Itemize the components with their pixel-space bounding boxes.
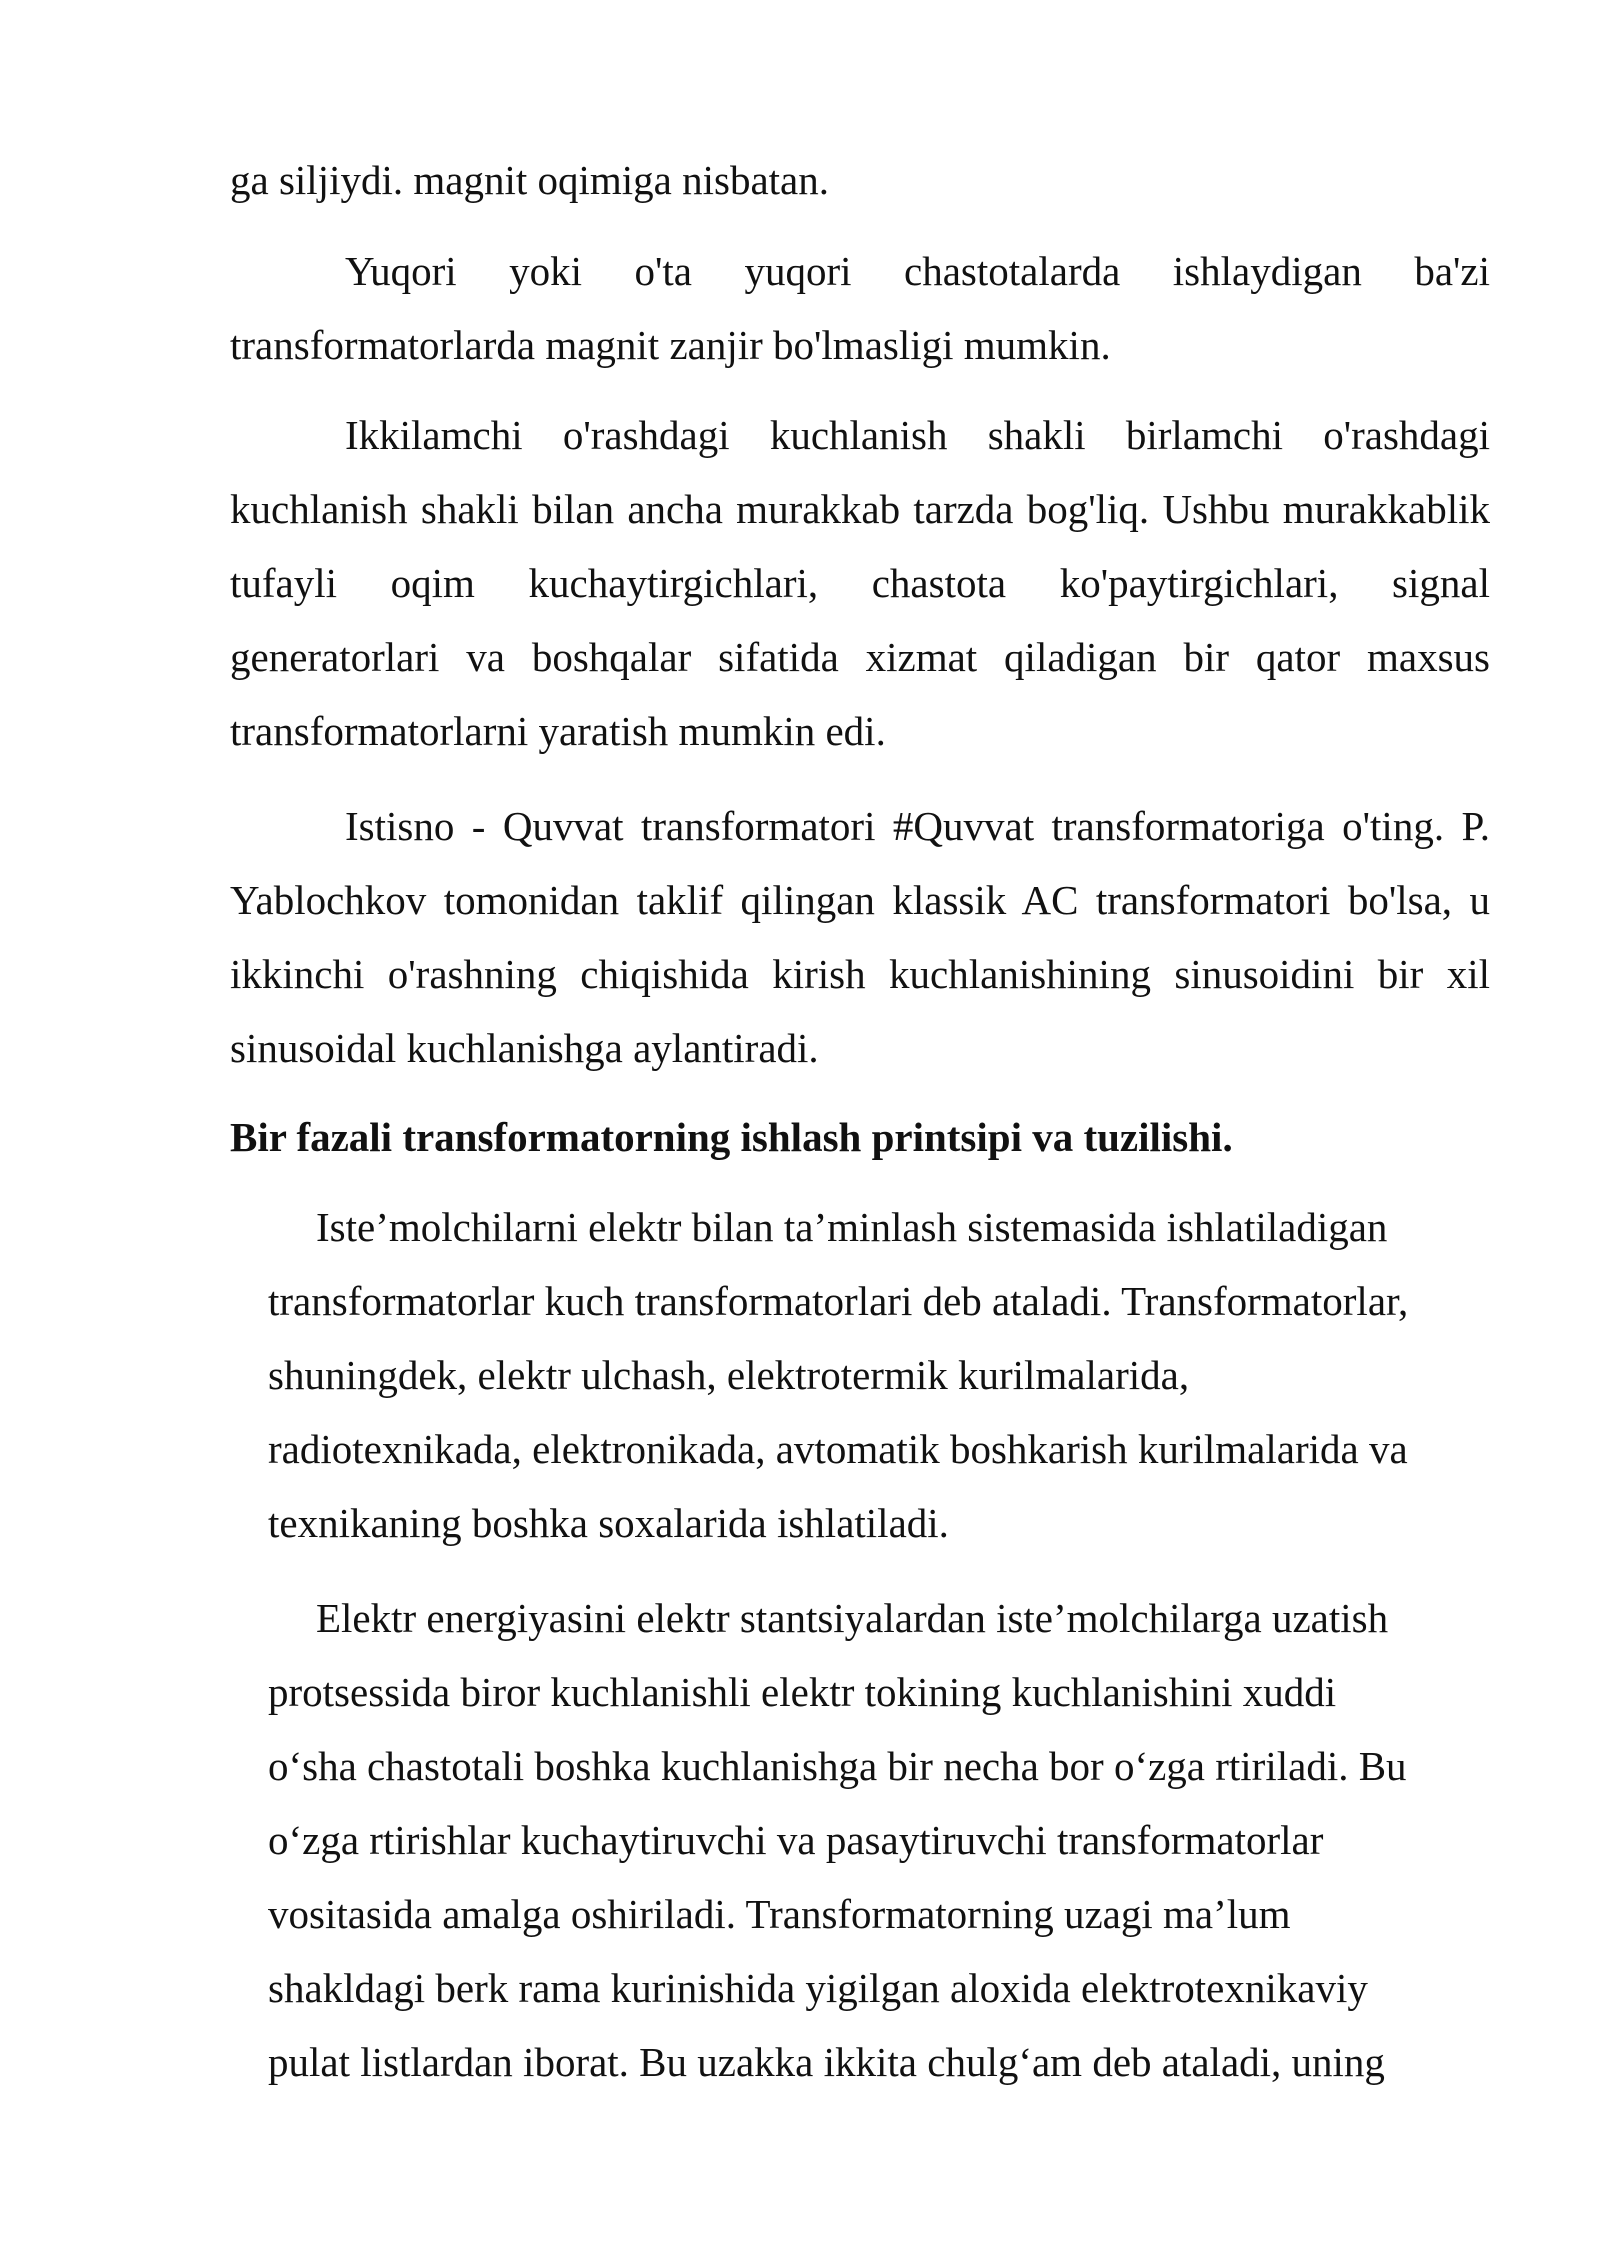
text-line: radiotexnikada, elektronikada, avtomatik boshkarish kurilmalarida va xyxy=(268,1426,1408,1472)
text-line: protsessida biror kuchlanishli elektr tokining kuchlanishini xuddi xyxy=(268,1669,1337,1715)
text-line: vositasida amalga oshiriladi. Transformatorning uzagi ma’lum xyxy=(268,1891,1291,1937)
text-line: shuningdek, elektr ulchash, elektrotermik kurilmalarida, xyxy=(268,1352,1190,1398)
text-line: shakldagi berk rama kurinishida yigilgan aloxida elektrotexnikaviy xyxy=(268,1965,1368,2011)
paragraph-power-transformer-exception: Istisno - Quvvat transformatori #Quvvat transformatoriga o'ting. P. Yablochkov tomonidan taklif qilingan klassik AC transformatori bo'lsa, u ikkinchi o'rashning chiqishida kirish kuchlanishining sinusoidini bir xil sinusoidal kuchlanishga aylantiradi. xyxy=(230,803,1490,1071)
text-line: Elektr energiyasini elektr stantsiyalardan iste’molchilarga uzatish xyxy=(316,1595,1389,1641)
text-line: pulat listlardan iborat. Bu uzakka ikkita chulg‘am deb ataladi, uning xyxy=(268,2039,1385,2085)
paragraph-power-transformers xyxy=(268,1190,1498,1560)
text-line: texnikaning boshka soxalarida ishlatiladi. xyxy=(268,1500,949,1546)
text-line: o‘zga rtirishlar kuchaytiruvchi va pasaytiruvchi transformatorlar xyxy=(268,1817,1324,1863)
section-heading: Bir fazali transformatorning ishlash printsipi va tuzilishi. xyxy=(230,1114,1233,1160)
paragraph-energy-transmission xyxy=(268,1581,1498,2099)
paragraph-secondary-winding: Ikkilamchi o'rashdagi kuchlanish shakli birlamchi o'rashdagi kuchlanish shakli bilan ancha murakkab tarzda bog'liq. Ushbu murakkablik tufayli oqim kuchaytirgichlari, chastota ko'paytirgichlari, signal generatorlari va boshqalar sifatida xizmat qiladigan bir qator maxsus transformatorlarni yaratish mumkin edi. xyxy=(230,412,1490,754)
text-line: transformatorlar kuch transformatorlari deb ataladi. Transformatorlar, xyxy=(268,1278,1409,1324)
text-line: o‘sha chastotali boshka kuchlanishga bir necha bor o‘zga rtiriladi. Bu xyxy=(268,1743,1407,1789)
paragraph-magnetic-circuit: Yuqori yoki o'ta yuqori chastotalarda ishlaydigan ba'zi transformatorlarda magnit zanjir bo'lmasligi mumkin. xyxy=(230,248,1490,368)
text-line: Iste’molchilarni elektr bilan ta’minlash sistemasida ishlatiladigan xyxy=(316,1204,1388,1250)
paragraph-continuation: ga siljiydi. magnit oqimiga nisbatan. xyxy=(230,157,829,203)
